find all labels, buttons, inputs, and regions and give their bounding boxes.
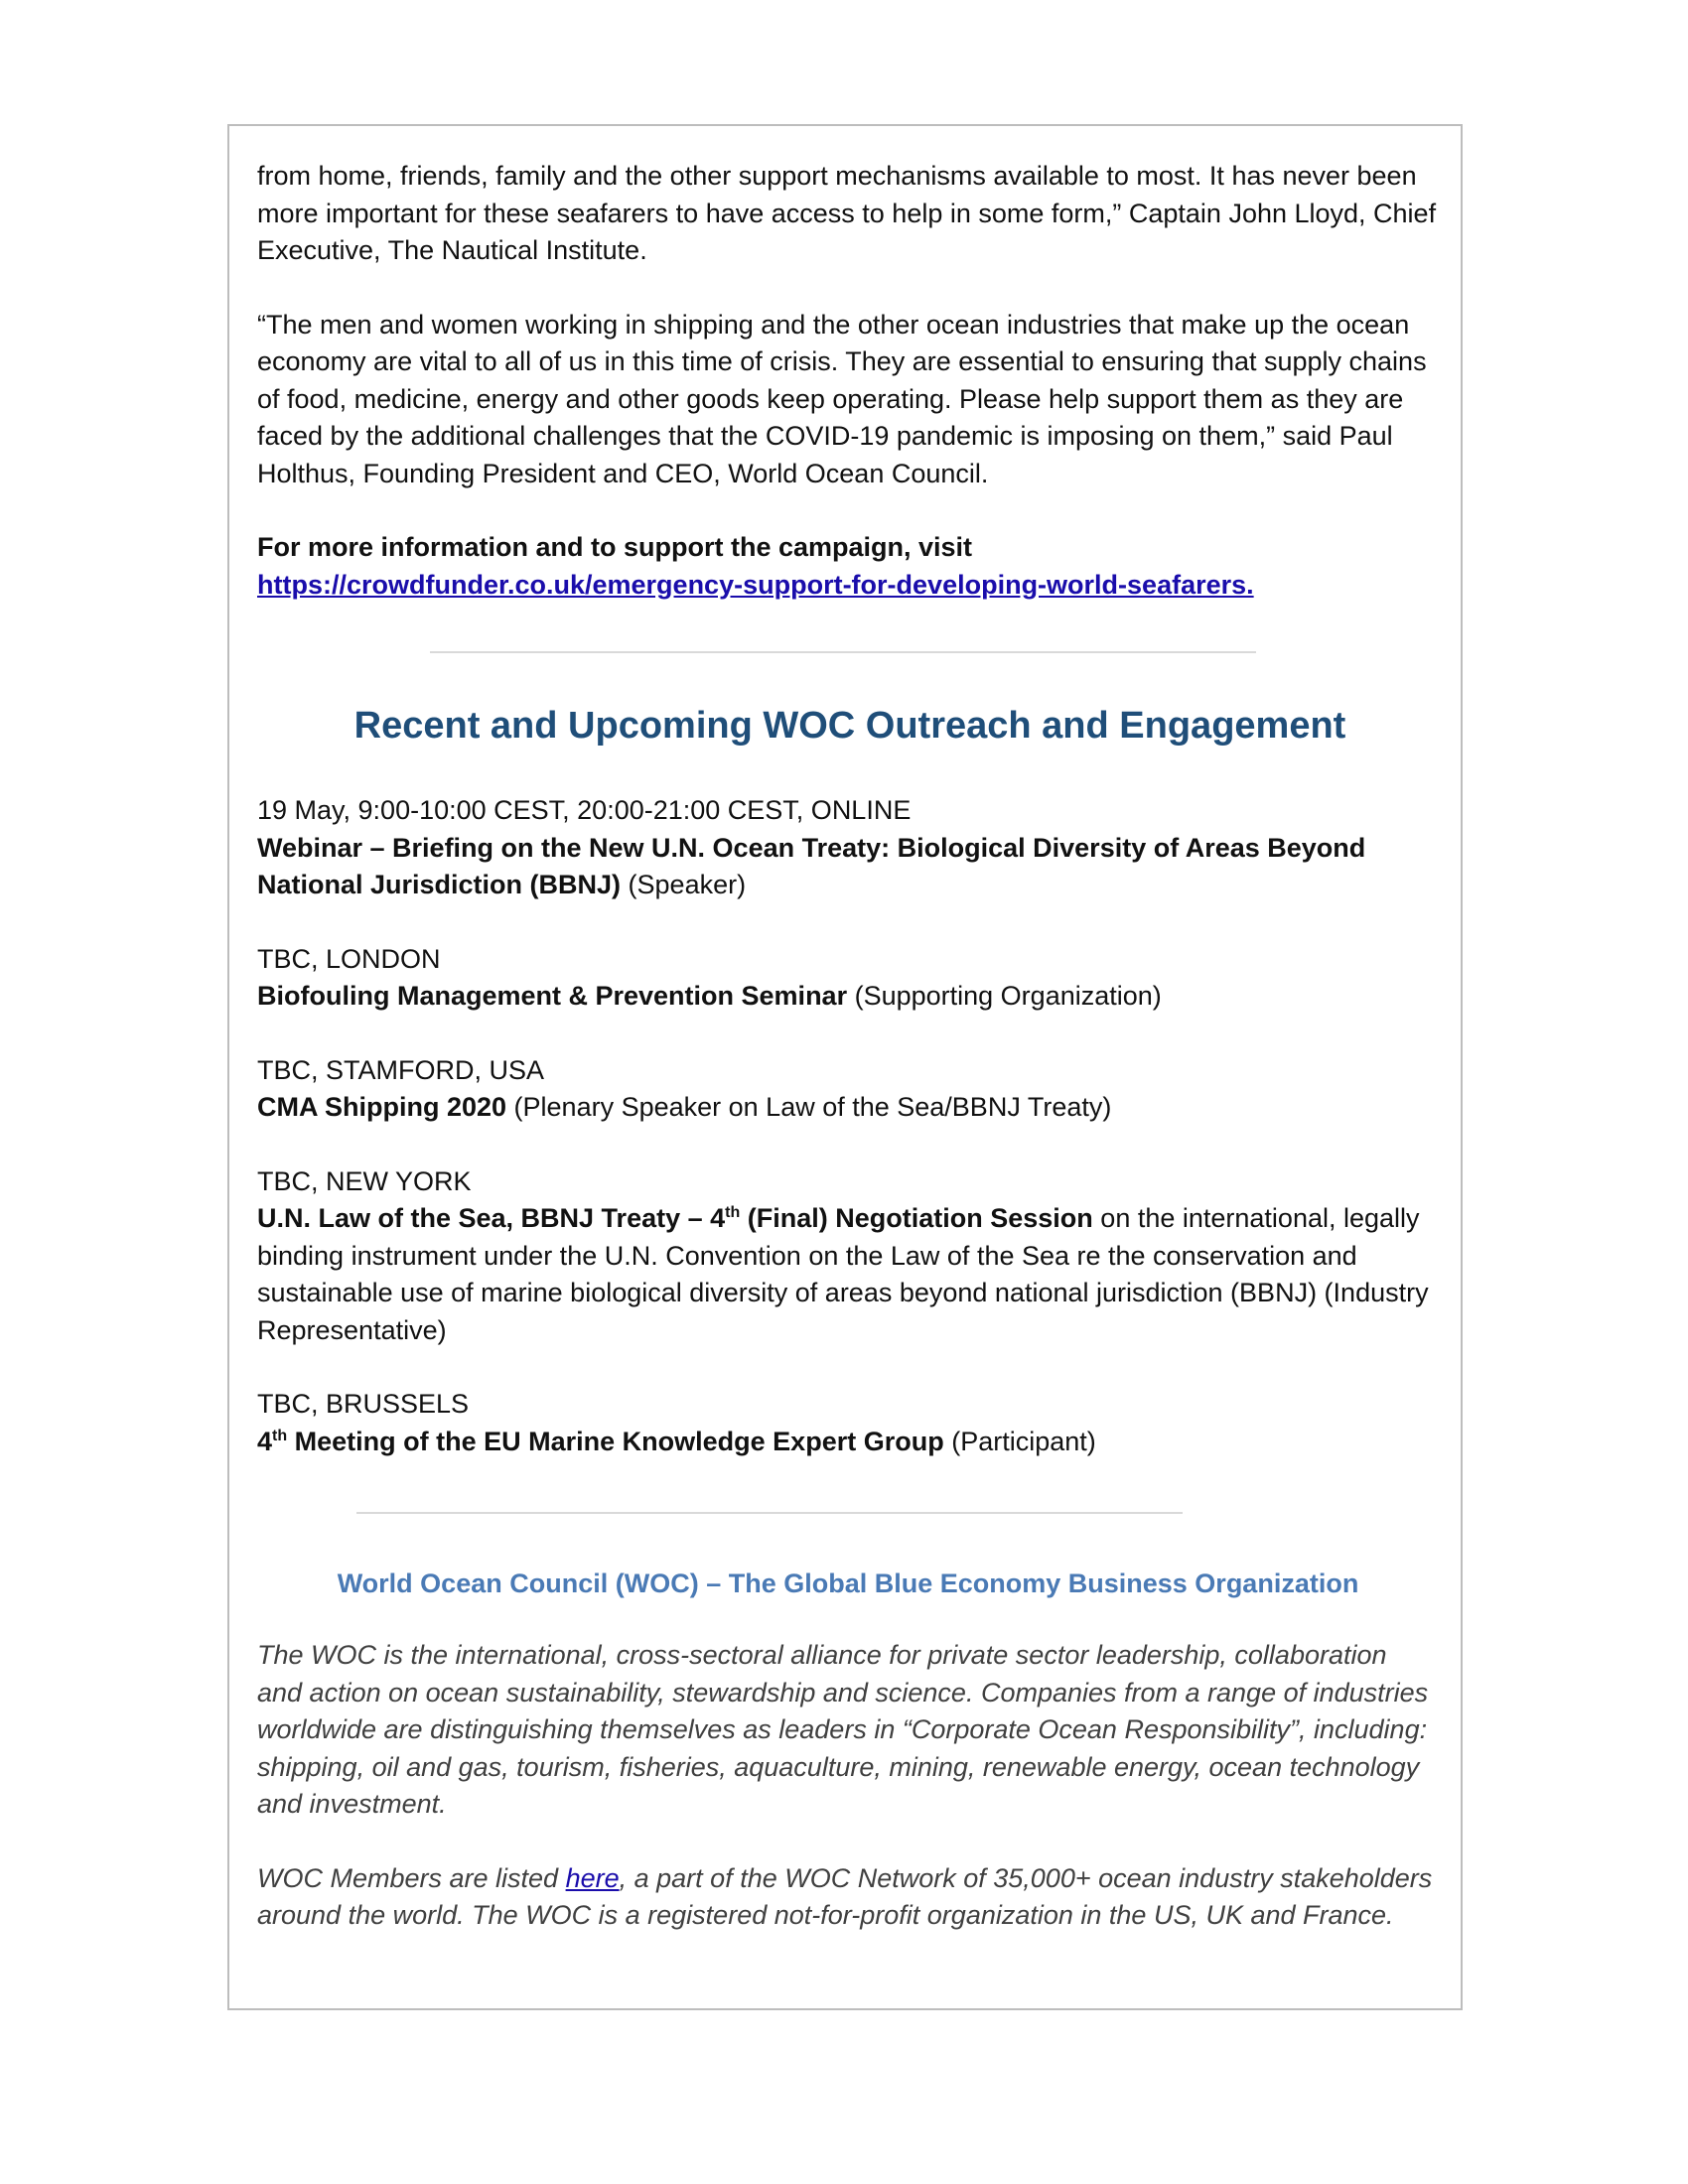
about-paragraph-2: WOC Members are listed here, a part of the WOC Network of 35,000+ ocean industry stakeholders around the world. The WOC is a registered not-for-profit organization in the US, UK and France. bbox=[257, 1862, 1433, 1930]
event-role: (Plenary Speaker on Law of the Sea/BBNJ Treaty) bbox=[506, 1092, 1112, 1122]
members-link[interactable]: here bbox=[565, 1862, 620, 1893]
event-when: TBC, LONDON bbox=[257, 943, 441, 974]
campaign-cta bbox=[257, 529, 1439, 604]
campaign-cta-label: For more information and to support the campaign, visit bbox=[257, 532, 973, 562]
campaign-link[interactable]: https://crowdfunder.co.uk/emergency-support-for-developing-world-seafarers. bbox=[257, 569, 1254, 600]
event-role: (Speaker) bbox=[621, 870, 747, 899]
event-item bbox=[257, 1052, 1439, 1127]
event-item bbox=[257, 792, 1439, 904]
event-item bbox=[257, 1386, 1439, 1460]
event-name: 4th Meeting of the EU Marine Knowledge Expert Group bbox=[257, 1426, 944, 1456]
newsletter-content bbox=[257, 158, 1439, 1935]
event-when: 19 May, 9:00-10:00 CEST, 20:00-21:00 CEST, ONLINE bbox=[257, 795, 912, 825]
divider bbox=[356, 1512, 1183, 1514]
event-name: U.N. Law of the Sea, BBNJ Treaty – 4th (Final) Negotiation Session bbox=[257, 1203, 1093, 1233]
event-role: (Supporting Organization) bbox=[847, 981, 1162, 1011]
intro-paragraph-1: from home, friends, family and the other support mechanisms available to most. It has never been more important for these seafarers to have access to help in some form,” Captain John Lloyd, Chief Executive, The Nautical Institute. bbox=[257, 161, 1437, 265]
event-name: CMA Shipping 2020 bbox=[257, 1092, 507, 1122]
outreach-heading: Recent and Upcoming WOC Outreach and Engagement bbox=[353, 705, 1346, 747]
event-when: TBC, BRUSSELS bbox=[257, 1389, 470, 1419]
event-name: Biofouling Management & Prevention Seminar bbox=[257, 981, 848, 1011]
event-item bbox=[257, 1163, 1439, 1350]
event-role: (Participant) bbox=[943, 1426, 1096, 1456]
event-name: Webinar – Briefing on the New U.N. Ocean Treaty: Biological Diversity of Areas Beyond National Jurisdiction (BBNJ) bbox=[257, 832, 1366, 899]
divider bbox=[430, 651, 1256, 653]
event-item bbox=[257, 941, 1439, 1016]
about-paragraph-1: The WOC is the international, cross-sectoral alliance for private sector leadership, collaboration and action on ocean sustainability, stewardship and science. Companies from a range of industries worldwide are distinguishing themselves as leaders in “Corporate Ocean Responsibility”, including: shipping, oil and gas, tourism, fisheries, aquaculture, mining, renewable energy, ocean technology and investment. bbox=[257, 1640, 1429, 1819]
newsletter-frame bbox=[227, 124, 1463, 2010]
event-role: on the international, legally binding instrument under the U.N. Convention on the Law of the Sea re the conservation and sustainable use of marine biological diversity of areas beyond national jurisdiction (BBNJ) (Industry Representative) bbox=[257, 1203, 1429, 1345]
about-heading: World Ocean Council (WOC) – The Global Blue Economy Business Organization bbox=[337, 1569, 1359, 1598]
intro-paragraph-2: “The men and women working in shipping and the other ocean industries that make up the ocean economy are vital to all of us in this time of crisis. They are essential to ensuring that supply chains of food, medicine, energy and other goods keep operating. Please help support them as they are faced by the additional challenges that the COVID-19 pandemic is imposing on them,” said Paul Holthus, Founding President and CEO, World Ocean Council. bbox=[257, 309, 1427, 488]
event-when: TBC, NEW YORK bbox=[257, 1165, 472, 1196]
event-when: TBC, STAMFORD, USA bbox=[257, 1054, 545, 1085]
